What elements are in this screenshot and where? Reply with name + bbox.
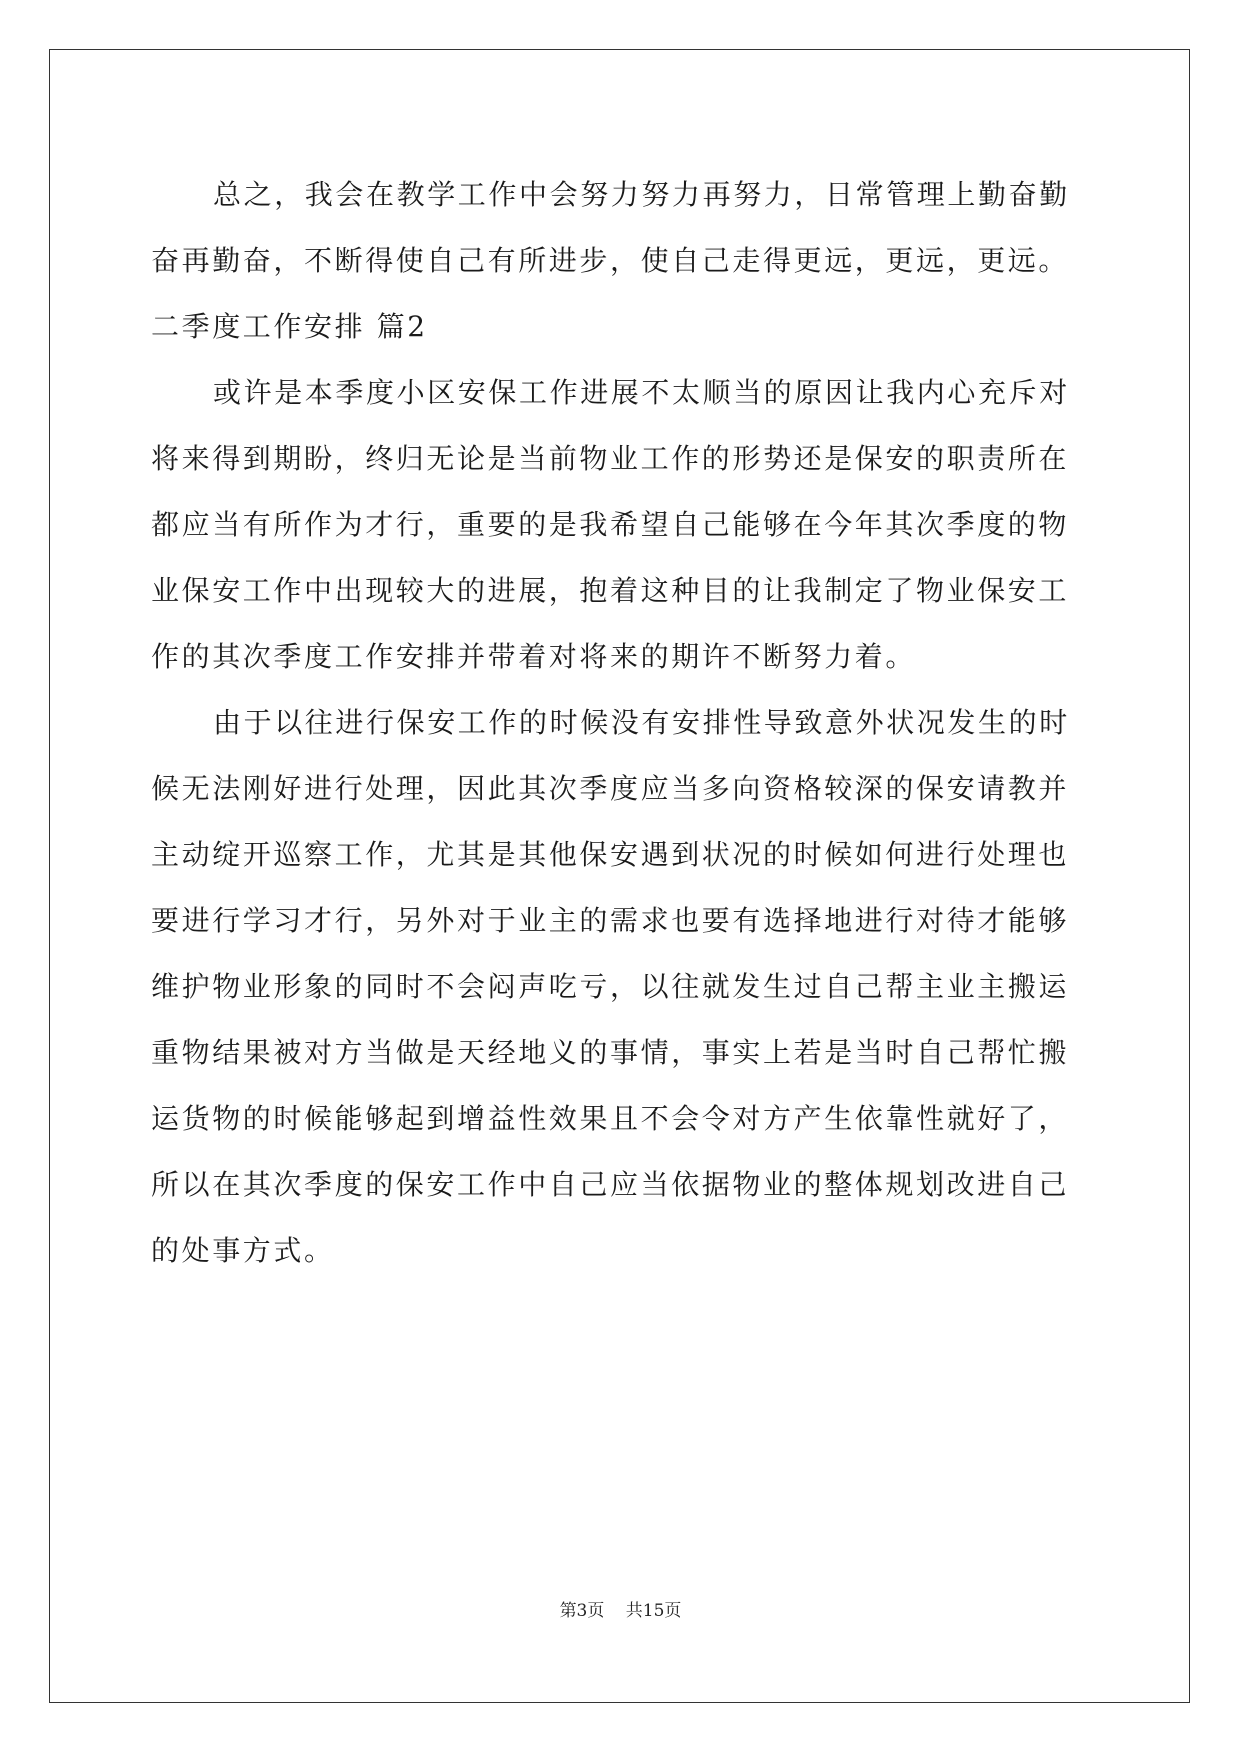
paragraph-2-line-5: 作的其次季度工作安排并带着对将来的期许不断努力着。 xyxy=(151,640,917,673)
paragraph-3-line-4: 要进行学习才行，另外对于业主的需求也要有选择地进行对待才能够 xyxy=(151,904,1070,937)
paragraph-3-line-3: 主动绽开巡察工作，尤其是其他保安遇到状况的时候如何进行处理也 xyxy=(151,838,1070,871)
paragraph-3-line-7: 运货物的时候能够起到增益性效果且不会令对方产生依靠性就好了， xyxy=(151,1102,1070,1135)
paragraph-3-line-9: 的处事方式。 xyxy=(151,1234,335,1267)
paragraph-2-line-2: 将来得到期盼，终归无论是当前物业工作的形势还是保安的职责所在 xyxy=(151,442,1070,475)
page-total: 共15页 xyxy=(625,1601,682,1621)
paragraph-1-line-2: 奋再勤奋，不断得使自己有所进步，使自己走得更远，更远，更远。 xyxy=(151,244,1070,277)
section-heading: 二季度工作安排 篇2 xyxy=(151,310,428,343)
paragraph-2-line-3: 都应当有所作为才行，重要的是我希望自己能够在今年其次季度的物 xyxy=(151,508,1070,541)
paragraph-2-line-4: 业保安工作中出现较大的进展，抱着这种目的让我制定了物业保安工 xyxy=(151,574,1070,607)
page-number: 第3页 xyxy=(559,1601,605,1621)
paragraph-1-line-1: 总之，我会在教学工作中会努力努力再努力，日常管理上勤奋勤 xyxy=(213,178,1070,211)
paragraph-3-line-5: 维护物业形象的同时不会闷声吃亏，以往就发生过自己帮主业主搬运 xyxy=(151,970,1070,1003)
paragraph-3-line-6: 重物结果被对方当做是天经地义的事情，事实上若是当时自己帮忙搬 xyxy=(151,1036,1070,1069)
paragraph-3-line-1: 由于以往进行保安工作的时候没有安排性导致意外状况发生的时 xyxy=(213,706,1070,739)
document-body xyxy=(151,162,1087,1284)
paragraph-3-line-2: 候无法刚好进行处理，因此其次季度应当多向资格较深的保安请教并 xyxy=(151,772,1070,805)
paragraph-2-line-1: 或许是本季度小区安保工作进展不太顺当的原因让我内心充斥对 xyxy=(213,376,1070,409)
paragraph-3-line-8: 所以在其次季度的保安工作中自己应当依据物业的整体规划改进自己 xyxy=(151,1168,1070,1201)
page-footer xyxy=(0,1596,1241,1621)
